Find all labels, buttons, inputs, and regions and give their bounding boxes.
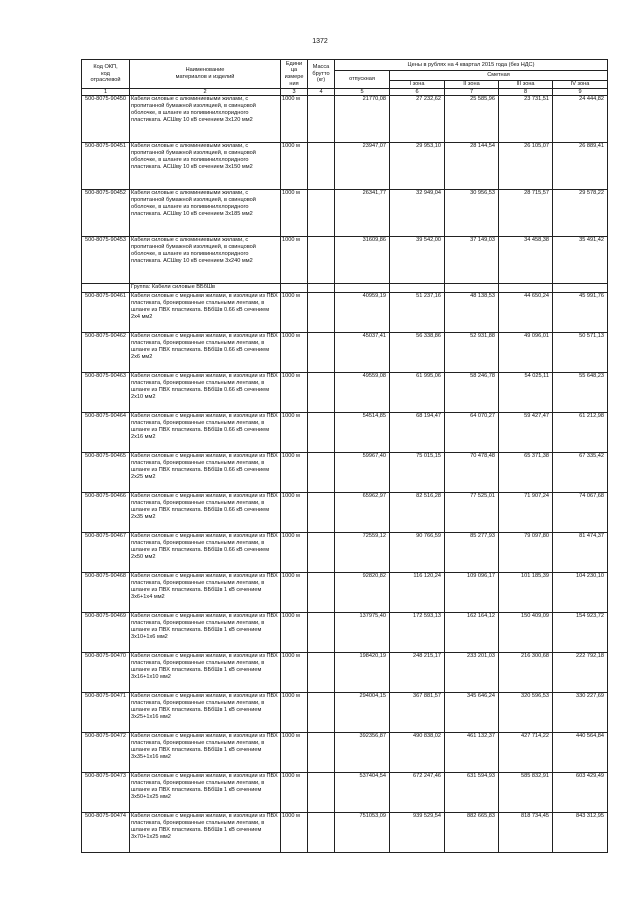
- table-row: [82, 613, 608, 653]
- col-number: 5: [335, 89, 390, 96]
- row-name: Кабели силовые с медными жилами, в изоляции из ПВХ пластиката, бронированные стальными лентами, в шланге из ПВХ пластиката. ВБбШв 0.66 кВ сечением 2х4 мм2: [130, 293, 281, 333]
- row-zone1-price: 367 881,57: [390, 693, 445, 733]
- row-name: Кабели силовые с алюминиевыми жилами, с пропитанной бумажной изоляцией, в свинцовой оболочке, в шланге из поливинилхлоридного пластиката. АСШву 10 кВ сечением 3х240 мм2: [130, 237, 281, 284]
- row-zone3-price: 65 371,38: [499, 453, 553, 493]
- group-empty-cell: [281, 284, 308, 293]
- row-zone3-price: 28 715,57: [499, 190, 553, 237]
- row-zone3-price: 59 427,47: [499, 413, 553, 453]
- header-unit: Едини ца измере ния: [281, 60, 308, 89]
- row-zone2-price: 631 594,93: [445, 773, 499, 813]
- header-estimate: Сметная: [390, 71, 608, 81]
- row-release-price: 294004,15: [335, 693, 390, 733]
- col-number: 3: [281, 89, 308, 96]
- table-row: [82, 237, 608, 284]
- row-zone3-price: 71 907,24: [499, 493, 553, 533]
- row-unit: 1000 м: [281, 533, 308, 573]
- row-name: Кабели силовые с медными жилами, в изоляции из ПВХ пластиката, бронированные стальными лентами, в шланге из ПВХ пластиката. ВБбШв 0.66 кВ сечением 2х25 мм2: [130, 453, 281, 493]
- row-mass: [308, 237, 335, 284]
- header-price-title: Цены в рублях на 4 квартал 2015 года (без НДС): [335, 60, 608, 71]
- row-zone2-price: 70 478,48: [445, 453, 499, 493]
- row-code: 500-8075-90466: [82, 493, 130, 533]
- header-release: отпускная: [335, 71, 390, 89]
- table-body-bottom: [82, 293, 608, 853]
- row-unit: 1000 м: [281, 413, 308, 453]
- col-number: 8: [499, 89, 553, 96]
- col-number: 2: [130, 89, 281, 96]
- row-zone1-price: 32 949,04: [390, 190, 445, 237]
- col-number: 1: [82, 89, 130, 96]
- row-zone1-price: 490 838,02: [390, 733, 445, 773]
- row-unit: 1000 м: [281, 813, 308, 853]
- row-name: Кабели силовые с алюминиевыми жилами, с пропитанной бумажной изоляцией, в свинцовой оболочке, в шланге из поливинилхлоридного пластиката. АСШву 10 кВ сечением 3х150 мм2: [130, 143, 281, 190]
- row-zone2-price: 77 525,01: [445, 493, 499, 533]
- row-mass: [308, 653, 335, 693]
- row-zone1-price: 672 247,46: [390, 773, 445, 813]
- row-unit: 1000 м: [281, 613, 308, 653]
- row-unit: 1000 м: [281, 693, 308, 733]
- row-zone1-price: 939 529,54: [390, 813, 445, 853]
- row-zone2-price: 882 665,83: [445, 813, 499, 853]
- row-code: 500-8075-90467: [82, 533, 130, 573]
- row-name: Кабели силовые с медными жилами, в изоляции из ПВХ пластиката, бронированные стальными лентами, в шланге из ПВХ пластиката. ВБбШв 1 кВ сечением 3х50+1х25 мм2: [130, 773, 281, 813]
- row-release-price: 137975,40: [335, 613, 390, 653]
- row-zone1-price: 172 593,13: [390, 613, 445, 653]
- row-zone1-price: 116 120,24: [390, 573, 445, 613]
- header-code: Код ОКП, код отраслевой: [82, 60, 130, 89]
- row-unit: 1000 м: [281, 293, 308, 333]
- table-row: [82, 453, 608, 493]
- table-row: [82, 190, 608, 237]
- row-zone3-price: 49 096,01: [499, 333, 553, 373]
- row-unit: 1000 м: [281, 573, 308, 613]
- row-zone3-price: 818 734,45: [499, 813, 553, 853]
- row-unit: 1000 м: [281, 190, 308, 237]
- row-code: 500-8075-90468: [82, 573, 130, 613]
- row-zone3-price: 216 300,68: [499, 653, 553, 693]
- row-mass: [308, 533, 335, 573]
- row-zone4-price: 61 212,98: [553, 413, 608, 453]
- group-empty-cell: [499, 284, 553, 293]
- header-zone-1: I зона: [390, 81, 445, 89]
- row-unit: 1000 м: [281, 237, 308, 284]
- row-zone4-price: 55 648,23: [553, 373, 608, 413]
- row-zone3-price: 427 714,22: [499, 733, 553, 773]
- row-zone4-price: 29 578,22: [553, 190, 608, 237]
- row-zone2-price: 162 164,12: [445, 613, 499, 653]
- row-zone1-price: 82 516,28: [390, 493, 445, 533]
- row-name: Кабели силовые с алюминиевыми жилами, с пропитанной бумажной изоляцией, в свинцовой оболочке, в шланге из поливинилхлоридного пластиката. АСШву 10 кВ сечением 3х185 мм2: [130, 190, 281, 237]
- row-zone3-price: 585 832,91: [499, 773, 553, 813]
- row-mass: [308, 143, 335, 190]
- row-zone4-price: 222 792,18: [553, 653, 608, 693]
- table-row: [82, 293, 608, 333]
- row-mass: [308, 733, 335, 773]
- group-section: [82, 284, 608, 293]
- row-release-price: 49559,08: [335, 373, 390, 413]
- row-code: 500-8075-90469: [82, 613, 130, 653]
- row-zone2-price: 233 201,03: [445, 653, 499, 693]
- row-zone1-price: 27 232,62: [390, 96, 445, 143]
- row-zone1-price: 39 542,00: [390, 237, 445, 284]
- row-release-price: 537404,54: [335, 773, 390, 813]
- group-empty-cell: [445, 284, 499, 293]
- row-name: Кабели силовые с медными жилами, в изоляции из ПВХ пластиката, бронированные стальными лентами, в шланге из ПВХ пластиката. ВБбШв 1 кВ сечением 3х70+1х25 мм2: [130, 813, 281, 853]
- row-zone2-price: 25 585,96: [445, 96, 499, 143]
- row-name: Кабели силовые с медными жилами, в изоляции из ПВХ пластиката, бронированные стальными лентами, в шланге из ПВХ пластиката. ВБбШв 0.66 кВ сечением 2х16 мм2: [130, 413, 281, 453]
- col-number: 6: [390, 89, 445, 96]
- col-number: 4: [308, 89, 335, 96]
- row-mass: [308, 373, 335, 413]
- row-mass: [308, 453, 335, 493]
- table-row: [82, 533, 608, 573]
- row-name: Кабели силовые с медными жилами, в изоляции из ПВХ пластиката, бронированные стальными лентами, в шланге из ПВХ пластиката. ВБбШв 0.66 кВ сечением 2х50 мм2: [130, 533, 281, 573]
- row-mass: [308, 613, 335, 653]
- row-zone4-price: 440 564,84: [553, 733, 608, 773]
- table-row: [82, 813, 608, 853]
- row-zone3-price: 101 185,39: [499, 573, 553, 613]
- row-zone1-price: 90 766,59: [390, 533, 445, 573]
- header-name: Наименование материалов и изделий: [130, 60, 281, 89]
- row-code: 500-8075-90461: [82, 293, 130, 333]
- table-row: [82, 413, 608, 453]
- group-code-cell: [82, 284, 130, 293]
- row-zone4-price: 45 991,76: [553, 293, 608, 333]
- table-row: [82, 96, 608, 143]
- row-zone3-price: 44 650,24: [499, 293, 553, 333]
- table-row: [82, 653, 608, 693]
- row-zone1-price: 248 215,17: [390, 653, 445, 693]
- row-zone2-price: 109 096,17: [445, 573, 499, 613]
- row-mass: [308, 813, 335, 853]
- group-empty-cell: [335, 284, 390, 293]
- row-release-price: 45037,41: [335, 333, 390, 373]
- row-zone2-price: 28 144,54: [445, 143, 499, 190]
- table-row: [82, 493, 608, 533]
- row-release-price: 31609,86: [335, 237, 390, 284]
- row-zone4-price: 154 923,72: [553, 613, 608, 653]
- group-empty-cell: [390, 284, 445, 293]
- row-zone4-price: 603 429,49: [553, 773, 608, 813]
- row-mass: [308, 413, 335, 453]
- row-code: 500-8075-90470: [82, 653, 130, 693]
- table-row: [82, 773, 608, 813]
- col-number: 9: [553, 89, 608, 96]
- row-unit: 1000 м: [281, 453, 308, 493]
- row-mass: [308, 493, 335, 533]
- row-zone2-price: 30 956,53: [445, 190, 499, 237]
- group-empty-cell: [553, 284, 608, 293]
- row-release-price: 21770,08: [335, 96, 390, 143]
- row-mass: [308, 190, 335, 237]
- table-row: [82, 693, 608, 733]
- row-code: 500-8075-90463: [82, 373, 130, 413]
- row-zone1-price: 51 237,16: [390, 293, 445, 333]
- row-release-price: 40959,19: [335, 293, 390, 333]
- row-zone3-price: 23 731,51: [499, 96, 553, 143]
- row-unit: 1000 м: [281, 373, 308, 413]
- row-release-price: 23947,07: [335, 143, 390, 190]
- row-code: 500-8075-90464: [82, 413, 130, 453]
- row-unit: 1000 м: [281, 333, 308, 373]
- row-release-price: 198420,19: [335, 653, 390, 693]
- row-name: Кабели силовые с алюминиевыми жилами, с пропитанной бумажной изоляцией, в свинцовой оболочке, в шланге из поливинилхлоридного пластиката. АСШву 10 кВ сечением 3х120 мм2: [130, 96, 281, 143]
- col-number: 7: [445, 89, 499, 96]
- row-zone4-price: 104 230,10: [553, 573, 608, 613]
- row-code: 500-8075-90474: [82, 813, 130, 853]
- row-unit: 1000 м: [281, 96, 308, 143]
- row-zone2-price: 37 149,03: [445, 237, 499, 284]
- row-name: Кабели силовые с медными жилами, в изоляции из ПВХ пластиката, бронированные стальными лентами, в шланге из ПВХ пластиката. ВБбШв 1 кВ сечением 3х25+1х16 мм2: [130, 693, 281, 733]
- row-zone4-price: 81 474,37: [553, 533, 608, 573]
- row-mass: [308, 693, 335, 733]
- row-release-price: 392356,87: [335, 733, 390, 773]
- table-row: [82, 333, 608, 373]
- row-name: Кабели силовые с медными жилами, в изоляции из ПВХ пластиката, бронированные стальными лентами, в шланге из ПВХ пластиката. ВБбШв 1 кВ сечением 3х35+1х16 мм2: [130, 733, 281, 773]
- row-name: Кабели силовые с медными жилами, в изоляции из ПВХ пластиката, бронированные стальными лентами, в шланге из ПВХ пластиката. ВБбШв 1 кВ сечением 3х10+1х6 мм2: [130, 613, 281, 653]
- row-zone1-price: 56 338,86: [390, 333, 445, 373]
- table-row: [82, 373, 608, 413]
- row-zone1-price: 68 194,47: [390, 413, 445, 453]
- table-row: [82, 573, 608, 613]
- row-code: 500-8075-90453: [82, 237, 130, 284]
- row-zone4-price: 35 491,42: [553, 237, 608, 284]
- row-code: 500-8075-90473: [82, 773, 130, 813]
- row-zone4-price: 24 444,82: [553, 96, 608, 143]
- row-mass: [308, 573, 335, 613]
- group-label: Группа: Кабели силовые ВБбШв: [130, 284, 281, 293]
- row-release-price: 92820,82: [335, 573, 390, 613]
- group-empty-cell: [308, 284, 335, 293]
- row-code: 500-8075-90462: [82, 333, 130, 373]
- row-zone2-price: 48 138,53: [445, 293, 499, 333]
- row-name: Кабели силовые с медными жилами, в изоляции из ПВХ пластиката, бронированные стальными лентами, в шланге из ПВХ пластиката. ВБбШв 0.66 кВ сечением 2х35 мм2: [130, 493, 281, 533]
- row-zone2-price: 58 246,78: [445, 373, 499, 413]
- row-release-price: 59967,40: [335, 453, 390, 493]
- row-zone2-price: 345 646,24: [445, 693, 499, 733]
- row-code: 500-8075-90472: [82, 733, 130, 773]
- row-zone4-price: 74 067,68: [553, 493, 608, 533]
- price-table: [81, 59, 608, 853]
- row-mass: [308, 96, 335, 143]
- row-release-price: 72559,12: [335, 533, 390, 573]
- row-release-price: 26341,77: [335, 190, 390, 237]
- header-mass: Масса брутто (кг): [308, 60, 335, 89]
- row-name: Кабели силовые с медными жилами, в изоляции из ПВХ пластиката, бронированные стальными лентами, в шланге из ПВХ пластиката. ВБбШв 0.66 кВ сечением 2х6 мм2: [130, 333, 281, 373]
- row-unit: 1000 м: [281, 653, 308, 693]
- row-mass: [308, 773, 335, 813]
- row-zone3-price: 54 025,11: [499, 373, 553, 413]
- row-release-price: 54514,85: [335, 413, 390, 453]
- row-unit: 1000 м: [281, 143, 308, 190]
- row-release-price: 751053,09: [335, 813, 390, 853]
- row-release-price: 65962,97: [335, 493, 390, 533]
- row-code: 500-8075-90450: [82, 96, 130, 143]
- row-zone2-price: 85 277,93: [445, 533, 499, 573]
- header-zone-3: III зона: [499, 81, 553, 89]
- header-zone-4: IV зона: [553, 81, 608, 89]
- row-zone1-price: 29 953,10: [390, 143, 445, 190]
- row-zone3-price: 150 409,09: [499, 613, 553, 653]
- row-code: 500-8075-90451: [82, 143, 130, 190]
- row-zone3-price: 79 097,80: [499, 533, 553, 573]
- row-code: 500-8075-90465: [82, 453, 130, 493]
- row-zone3-price: 320 596,53: [499, 693, 553, 733]
- table-body-top: [82, 96, 608, 284]
- row-zone3-price: 26 105,07: [499, 143, 553, 190]
- row-zone4-price: 50 571,13: [553, 333, 608, 373]
- page-number: 1372: [312, 38, 328, 45]
- row-code: 500-8075-90471: [82, 693, 130, 733]
- row-unit: 1000 м: [281, 733, 308, 773]
- row-name: Кабели силовые с медными жилами, в изоляции из ПВХ пластиката, бронированные стальными лентами, в шланге из ПВХ пластиката. ВБбШв 1 кВ сечением 3х6+1х4 мм2: [130, 573, 281, 613]
- column-number-row: [82, 89, 608, 96]
- table-row: [82, 733, 608, 773]
- row-name: Кабели силовые с медными жилами, в изоляции из ПВХ пластиката, бронированные стальными лентами, в шланге из ПВХ пластиката. ВБбШв 1 кВ сечением 3х16+1х10 мм2: [130, 653, 281, 693]
- row-unit: 1000 м: [281, 493, 308, 533]
- row-zone4-price: 330 227,69: [553, 693, 608, 733]
- row-code: 500-8075-90452: [82, 190, 130, 237]
- row-zone1-price: 75 015,15: [390, 453, 445, 493]
- table-row: [82, 143, 608, 190]
- row-zone2-price: 461 132,37: [445, 733, 499, 773]
- header-zone-2: II зона: [445, 81, 499, 89]
- row-unit: 1000 м: [281, 773, 308, 813]
- row-name: Кабели силовые с медными жилами, в изоляции из ПВХ пластиката, бронированные стальными лентами, в шланге из ПВХ пластиката. ВБбШв 0.66 кВ сечением 2х10 мм2: [130, 373, 281, 413]
- row-zone4-price: 843 312,95: [553, 813, 608, 853]
- row-zone4-price: 67 335,42: [553, 453, 608, 493]
- row-zone1-price: 61 995,06: [390, 373, 445, 413]
- row-zone2-price: 64 070,27: [445, 413, 499, 453]
- row-zone4-price: 26 889,41: [553, 143, 608, 190]
- row-mass: [308, 333, 335, 373]
- row-mass: [308, 293, 335, 333]
- row-zone2-price: 52 931,88: [445, 333, 499, 373]
- row-zone3-price: 34 458,38: [499, 237, 553, 284]
